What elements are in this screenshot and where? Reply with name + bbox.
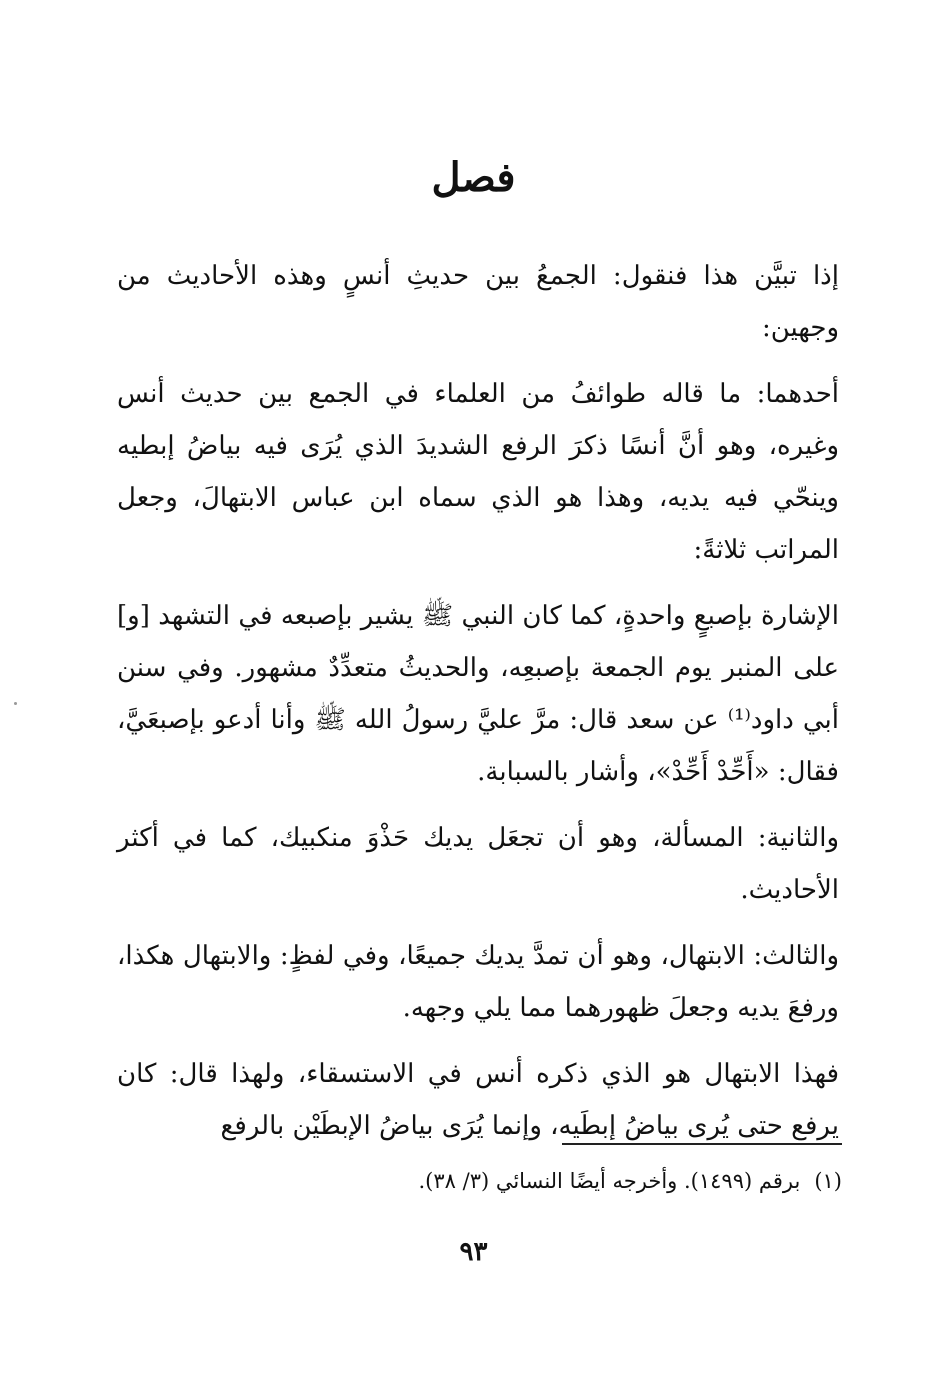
paragraph-5: والثالث: الابتهال، وهو أن تمدَّ يديك جميعًا، وفي لفظٍ: والابتهال هكذا، ورفعَ يديه وجعلَ ظهورهما مما يلي وجهه. bbox=[117, 941, 839, 1023]
paragraph-3: الإشارة بإصبعٍ واحدةٍ، كما كان النبي ﷺ يشير بإصبعه في التشهد [و] على المنبر يوم الجمعة بإصبعِه، والحديثُ متعدِّدٌ مشهور. وفي سنن أبي داود⁽¹⁾ عن سعد قال: مرَّ عليَّ رسولُ الله ﷺ وأنا أدعو بإصبعَيَّ، فقال: «أَحِّدْ أَحِّدْ»، وأشار بالسبابة. bbox=[117, 601, 840, 787]
footnote-text: برقم (١٤٩٩). وأخرجه أيضًا النسائي (٣/ ٣٨). bbox=[418, 1169, 801, 1193]
paragraph-6: فهذا الابتهال هو الذي ذكره أنس في الاستسقاء، ولهذا قال: كان يرفع حتى يُرى بياضُ إبطَيه، وإنما يُرَى بياضُ الإبطَيْن بالرفع bbox=[117, 1059, 839, 1141]
paragraph-4: والثانية: المسألة، وهو أن تجعَل يديك حَذْوَ منكبيك، كما في أكثر الأحاديث. bbox=[117, 823, 839, 905]
paragraph-1: إذا تبيَّن هذا فنقول: الجمعُ بين حديثِ أنسٍ وهذه الأحاديث من وجهين: bbox=[117, 261, 839, 343]
footnote-divider bbox=[562, 1143, 842, 1145]
footnote-number: (١) bbox=[814, 1169, 842, 1193]
body-text bbox=[117, 250, 839, 1166]
footnote bbox=[120, 1162, 842, 1200]
section-title: فصل bbox=[431, 154, 516, 201]
paragraph-2: أحدهما: ما قاله طوائفُ من العلماء في الجمع بين حديث أنس وغيره، وهو أنَّ أنسًا ذكرَ الرفع الشديدَ الذي يُرَى فيه بياضُ إبطيه وينحّي فيه يديه، وهذا هو الذي سماه ابن عباس الابتهالَ، وجعل المراتب ثلاثةً: bbox=[117, 379, 839, 565]
scan-speck bbox=[14, 702, 17, 705]
page-number: ٩٣ bbox=[459, 1237, 488, 1267]
